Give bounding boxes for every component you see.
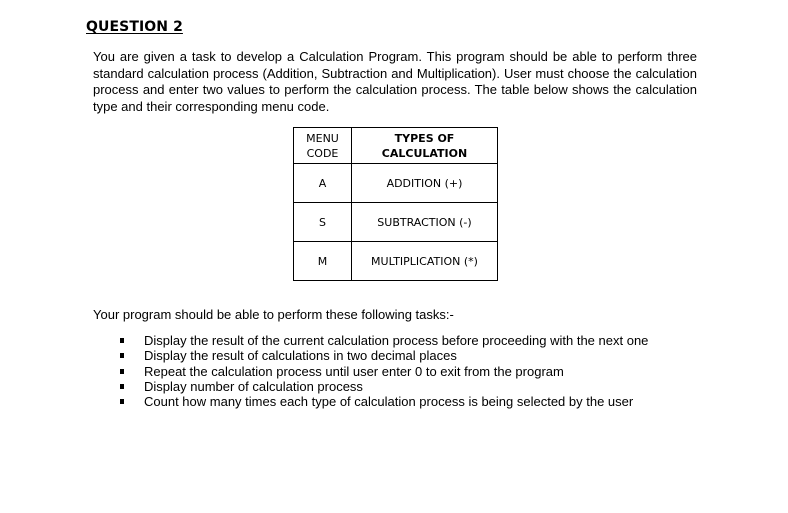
calculation-type-cell: SUBTRACTION (-) (352, 203, 498, 242)
list-item (120, 379, 648, 394)
menu-code-header (294, 128, 352, 164)
table-row (294, 203, 498, 242)
calculation-type-header-line2: CALCULATION (381, 146, 468, 160)
tasks-intro: Your program should be able to perform these following tasks:- (93, 307, 454, 322)
menu-code-table (293, 127, 498, 281)
square-bullet-icon (120, 369, 124, 374)
calculation-type-header (352, 128, 498, 164)
task-text: Count how many times each type of calculation process is being selected by the user (144, 394, 634, 410)
menu-code-cell: S (294, 203, 352, 242)
square-bullet-icon (120, 353, 124, 358)
table-header-row (294, 128, 498, 164)
list-item (120, 394, 648, 409)
task-text: Display the result of the current calculation process before proceeding with the next one (144, 333, 649, 348)
task-text: Repeat the calculation process until user enter 0 to exit from the program (144, 363, 564, 379)
task-text: Display number of calculation process (144, 378, 363, 394)
menu-code-header-line1: MENU (306, 131, 339, 145)
question-intro-paragraph: You are given a task to develop a Calculation Program. This program should be able to perform three standard calculation process (Addition, Subtraction and Multiplication). User must choose the calculation process and enter two values to perform the calculation process. The table below shows the calculation type and their corresponding menu code. (93, 49, 697, 115)
list-item (120, 348, 648, 363)
square-bullet-icon (120, 399, 124, 404)
menu-code-cell: M (294, 242, 352, 281)
table-row (294, 164, 498, 203)
list-item (120, 364, 648, 379)
table-row (294, 242, 498, 281)
calculation-type-header-line1: TYPES OF (394, 131, 455, 145)
square-bullet-icon (120, 384, 124, 389)
calculation-type-cell: ADDITION (+) (352, 164, 498, 203)
menu-code-header-line2: CODE (306, 146, 339, 160)
task-text: Display the result of calculations in two decimal places (144, 348, 457, 364)
calculation-type-cell: MULTIPLICATION (*) (352, 242, 498, 281)
question-heading: QUESTION 2 (86, 19, 183, 35)
menu-code-cell: A (294, 164, 352, 203)
task-list (120, 333, 648, 409)
list-item (120, 333, 648, 348)
square-bullet-icon (120, 338, 124, 343)
